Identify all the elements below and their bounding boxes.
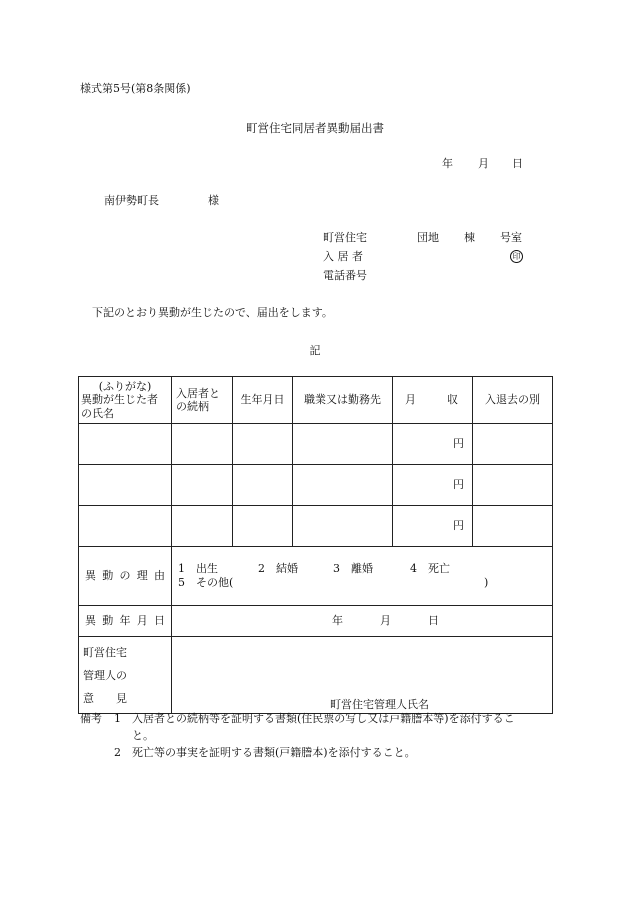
change-date-field[interactable]: 年 月 日 <box>172 606 553 637</box>
reason-option-birth[interactable]: 1 出生 <box>178 562 218 575</box>
cell-occupation[interactable] <box>293 465 393 506</box>
date-day-label: 日 <box>512 157 523 170</box>
cell-in-out[interactable] <box>473 506 553 547</box>
intro-text: 下記のとおり異動が生じたので、届出をします。 <box>92 306 333 319</box>
cell-name[interactable] <box>79 424 172 465</box>
room-label: 号室 <box>500 231 522 244</box>
cell-relation[interactable] <box>172 465 233 506</box>
notes-label: 備考 <box>80 712 102 725</box>
cell-in-out[interactable] <box>473 465 553 506</box>
change-date-row <box>79 606 553 637</box>
cell-birthdate[interactable] <box>233 465 293 506</box>
cell-occupation[interactable] <box>293 424 393 465</box>
note-1-text: 入居者との続柄等を証明する書類(住民票の写し又は戸籍謄本等)を添付するこ <box>132 712 515 725</box>
addressee-name: 南伊勢町長 <box>104 194 159 207</box>
danchi-label: 団地 <box>417 231 439 244</box>
header-birthdate: 生年月日 <box>233 377 293 424</box>
header-in-out: 入退去の別 <box>473 377 553 424</box>
reason-option-divorce[interactable]: 3 離婚 <box>333 562 373 575</box>
building-label: 棟 <box>464 231 475 244</box>
resident-label: 入 居 者 <box>323 250 363 263</box>
change-date-label: 異動年月日 <box>79 606 172 637</box>
manager-opinion-row <box>79 637 553 714</box>
table-row <box>79 465 553 506</box>
cell-birthdate[interactable] <box>233 424 293 465</box>
form-number: 様式第5号(第8条関係) <box>80 82 191 95</box>
reason-label: 異動の理由 <box>79 547 172 606</box>
addressee-honorific: 様 <box>208 194 219 207</box>
note-2-text: 死亡等の事実を証明する書類(戸籍謄本)を添付すること。 <box>132 746 416 759</box>
ki-heading: 記 <box>309 344 321 357</box>
table-header-row <box>79 377 553 424</box>
phone-label: 電話番号 <box>323 269 367 282</box>
reason-option-other[interactable]: 5 その他( <box>178 576 234 589</box>
table-row <box>79 424 553 465</box>
date-month-label: 月 <box>478 157 489 170</box>
header-occupation: 職業又は勤務先 <box>293 377 393 424</box>
form-title: 町営住宅同居者異動届出書 <box>246 121 384 135</box>
manager-opinion-field[interactable] <box>172 637 553 714</box>
cell-income[interactable]: 円 <box>393 424 473 465</box>
change-table <box>78 376 553 714</box>
cell-income[interactable]: 円 <box>393 465 473 506</box>
header-income: 月 収 <box>393 377 473 424</box>
note-1-number: 1 <box>114 712 121 725</box>
reason-option-death[interactable]: 4 死亡 <box>410 562 450 575</box>
header-name: (ふりがな) 異動が生じた者 の氏名 <box>79 377 172 424</box>
header-relation: 入居者と の続柄 <box>172 377 233 424</box>
reason-row <box>79 547 553 606</box>
cell-name[interactable] <box>79 506 172 547</box>
cell-birthdate[interactable] <box>233 506 293 547</box>
reason-option-other-close: ) <box>484 576 489 589</box>
cell-occupation[interactable] <box>293 506 393 547</box>
cell-income[interactable]: 円 <box>393 506 473 547</box>
seal-mark-icon: 印 <box>510 250 523 263</box>
date-year-label: 年 <box>442 157 453 170</box>
manager-name-label: 町営住宅管理人氏名 <box>330 697 429 711</box>
note-2-number: 2 <box>114 746 121 759</box>
cell-in-out[interactable] <box>473 424 553 465</box>
table-row <box>79 506 553 547</box>
cell-relation[interactable] <box>172 424 233 465</box>
reason-options[interactable] <box>172 547 553 606</box>
manager-opinion-label: 町営住宅 管理人の 意 見 <box>79 637 172 714</box>
cell-name[interactable] <box>79 465 172 506</box>
housing-label: 町営住宅 <box>323 231 367 244</box>
note-1-text-cont: と。 <box>132 729 154 742</box>
reason-option-marriage[interactable]: 2 結婚 <box>258 562 298 575</box>
cell-relation[interactable] <box>172 506 233 547</box>
